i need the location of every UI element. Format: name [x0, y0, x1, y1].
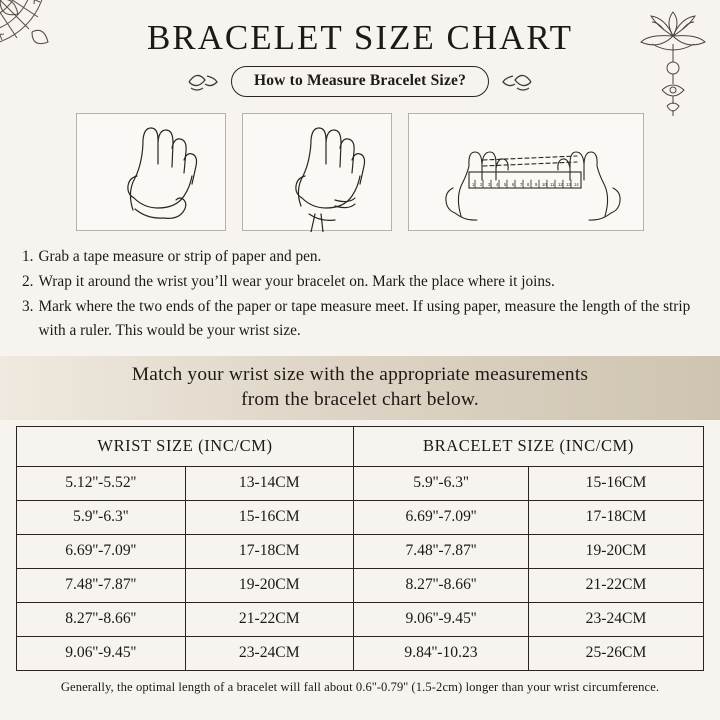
illustration-step2: [242, 113, 392, 231]
page-title: BRACELET SIZE CHART: [146, 18, 574, 57]
cell-wrist-cm: 23-24CM: [185, 637, 354, 671]
hand-with-tape-measure-icon: [77, 114, 227, 232]
subtitle-row: [0, 66, 720, 97]
svg-text:7: 7: [520, 182, 523, 187]
cell-bracelet-cm: 25-26CM: [528, 637, 703, 671]
cell-bracelet-cm: 17-18CM: [528, 501, 703, 535]
svg-text:11: 11: [550, 182, 555, 187]
svg-text:6: 6: [512, 182, 515, 187]
cell-wrist-inch: 5.12''-5.52'': [17, 467, 186, 501]
cell-bracelet-cm: 21-22CM: [528, 569, 703, 603]
measuring-strip-with-ruler-icon: [409, 114, 645, 232]
step-number: 2.: [22, 272, 34, 290]
cell-bracelet-inch: 9.06''-9.45'': [354, 603, 529, 637]
step-text: Wrap it around the wrist you’ll wear your bracelet on. Mark the place where it joins.: [38, 272, 555, 290]
flourish-left-icon: [187, 70, 221, 94]
svg-text:1: 1: [472, 182, 475, 187]
banner-line-2: from the bracelet chart below.: [241, 389, 479, 411]
illustration-step3: [408, 113, 644, 231]
cell-wrist-inch: 6.69''-7.09'': [17, 535, 186, 569]
step-text: Mark where the two ends of the paper or tape measure meet. If using paper, measure the length of the strip with a ruler. This would be your wrist size.: [38, 297, 691, 340]
hand-with-paper-strip-icon: [243, 114, 393, 232]
svg-text:14: 14: [574, 182, 579, 187]
illustration-step1: [76, 113, 226, 231]
table-row: [17, 569, 704, 603]
table-row: [17, 603, 704, 637]
step-number: 3.: [22, 297, 34, 315]
cell-wrist-cm: 13-14CM: [185, 467, 354, 501]
table-header-row: [17, 427, 704, 467]
step-text: Grab a tape measure or strip of paper and pen.: [38, 248, 322, 265]
steps-list: [22, 245, 694, 344]
cell-bracelet-inch: 5.9''-6.3'': [354, 467, 529, 501]
svg-text:10: 10: [542, 182, 547, 187]
footnote: Generally, the optimal length of a bracelet will fall about 0.6''-0.79'' (1.5-2cm) longer than your wrist circumference.: [60, 680, 660, 695]
banner-line-1: Match your wrist size with the appropriate measurements: [131, 364, 589, 386]
table-row: [17, 637, 704, 671]
cell-wrist-cm: 17-18CM: [185, 535, 354, 569]
cell-bracelet-inch: 8.27''-8.66'': [354, 569, 529, 603]
flourish-right-icon: [499, 70, 533, 94]
header-wrist-size: WRIST SIZE (INC/CM): [17, 427, 354, 467]
size-table: [16, 426, 704, 671]
header-bracelet-size: BRACELET SIZE (INC/CM): [354, 427, 704, 467]
table-row: [17, 501, 704, 535]
table-row: [17, 467, 704, 501]
cell-bracelet-cm: 19-20CM: [528, 535, 703, 569]
step-item: [22, 270, 694, 295]
svg-text:12: 12: [558, 182, 563, 187]
cell-bracelet-cm: 15-16CM: [528, 467, 703, 501]
cell-wrist-inch: 7.48''-7.87'': [17, 569, 186, 603]
subtitle-pill: How to Measure Bracelet Size?: [231, 66, 489, 97]
cell-wrist-cm: 15-16CM: [185, 501, 354, 535]
cell-wrist-cm: 21-22CM: [185, 603, 354, 637]
svg-text:13: 13: [566, 182, 571, 187]
cell-wrist-inch: 5.9''-6.3'': [17, 501, 186, 535]
cell-bracelet-inch: 6.69''-7.09'': [354, 501, 529, 535]
cell-bracelet-cm: 23-24CM: [528, 603, 703, 637]
svg-text:9: 9: [535, 182, 538, 187]
svg-text:2: 2: [480, 182, 483, 187]
svg-text:8: 8: [527, 182, 530, 187]
cell-wrist-inch: 9.06''-9.45'': [17, 637, 186, 671]
cell-wrist-inch: 8.27''-8.66'': [17, 603, 186, 637]
table-row: [17, 535, 704, 569]
step-item: [22, 295, 694, 345]
svg-text:3: 3: [488, 182, 491, 187]
illustration-row: [0, 113, 720, 231]
step-item: [22, 245, 694, 270]
cell-bracelet-inch: 9.84''-10.23: [354, 637, 529, 671]
svg-text:5: 5: [504, 182, 507, 187]
cell-wrist-cm: 19-20CM: [185, 569, 354, 603]
svg-text:4: 4: [496, 182, 499, 187]
match-banner: [0, 356, 720, 420]
step-number: 1.: [22, 248, 34, 265]
cell-bracelet-inch: 7.48''-7.87'': [354, 535, 529, 569]
